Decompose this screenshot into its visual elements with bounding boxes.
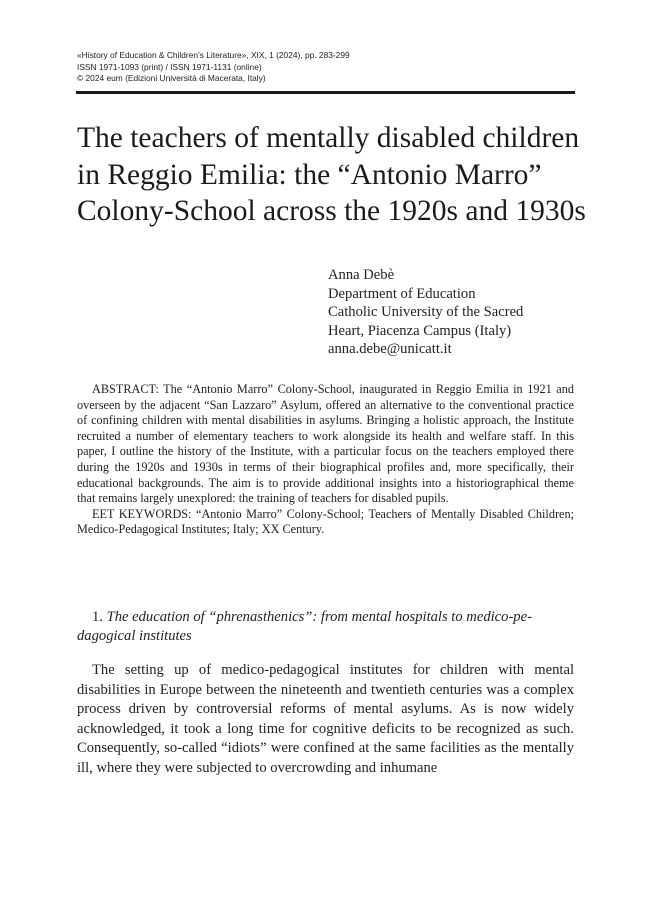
author-email: anna.debe@unicatt.it xyxy=(328,341,452,358)
author-department: Department of Education xyxy=(328,285,476,302)
title-line-1: The teachers of mentally disabled children xyxy=(77,122,580,154)
author-university-line-1: Catholic University of the Sacred xyxy=(328,304,524,321)
journal-header xyxy=(77,50,577,85)
section-heading xyxy=(77,608,574,647)
section-title: The education of “phrenasthenics”: from mental hospitals to medico-pe-dagogical institutes xyxy=(77,609,532,645)
abstract-text: ABSTRACT: The “Antonio Marro” Colony-School, inaugurated in Reggio Emilia in 1921 and overseen by the adjacent “San Lazzaro” Asylum, offered an alternative to the conventional practice of confining children with mental disabilities in asylums. Bringing a holistic approach, the Institute recruited a number of elementary teachers to work alongside its health and welfare staff. In this paper, I outline the history of the Institute, with a particular focus on the teachers employed there during the 1920s and 1930s in terms of their biographical profiles and, more specifically, their educational backgrounds. The aim is to provide additional insights into a historiographical theme that remains largely unexplored: the training of teachers for disabled pupils. xyxy=(77,382,574,506)
author-university-line-2: Heart, Piacenza Campus (Italy) xyxy=(328,322,512,339)
journal-copyright: © 2024 eum (Edizioni Università di Macerata, Italy) xyxy=(77,73,266,84)
body-text xyxy=(77,661,574,778)
section-number: 1. xyxy=(92,609,103,625)
abstract-block xyxy=(77,382,574,538)
author-name: Anna Debè xyxy=(328,267,395,283)
title-line-2: in Reggio Emilia: the “Antonio Marro” xyxy=(77,158,542,191)
journal-citation: «History of Education & Children’s Literature», XIX, 1 (2024), pp. 283-299 xyxy=(77,50,350,60)
article-title xyxy=(77,120,587,230)
author-block xyxy=(328,266,578,359)
journal-issn: ISSN 1971-1093 (print) / ISSN 1971-1131 (online) xyxy=(77,61,262,72)
body-paragraph-1: The setting up of medico-pedagogical institutes for children with mental disabilities in Europe between the nineteenth and twentieth centuries was a complex process driven by controversial reforms of mental asylums. As is now widely acknowledged, it took a long time for cognitive deficits to be recognized as such. Consequently, so-called “idiots” were confined at the same facilities as the mentally ill, where they were subjected to overcrowding and inhumane xyxy=(77,662,574,776)
header-rule xyxy=(76,91,575,94)
title-line-3: Colony-School across the 1920s and 1930s xyxy=(77,195,586,227)
keywords-text: EET KEYWORDS: “Antonio Marro” Colony-School; Teachers of Mentally Disabled Children; Medico-Pedagogical Institutes; Italy; XX Century. xyxy=(77,506,574,537)
